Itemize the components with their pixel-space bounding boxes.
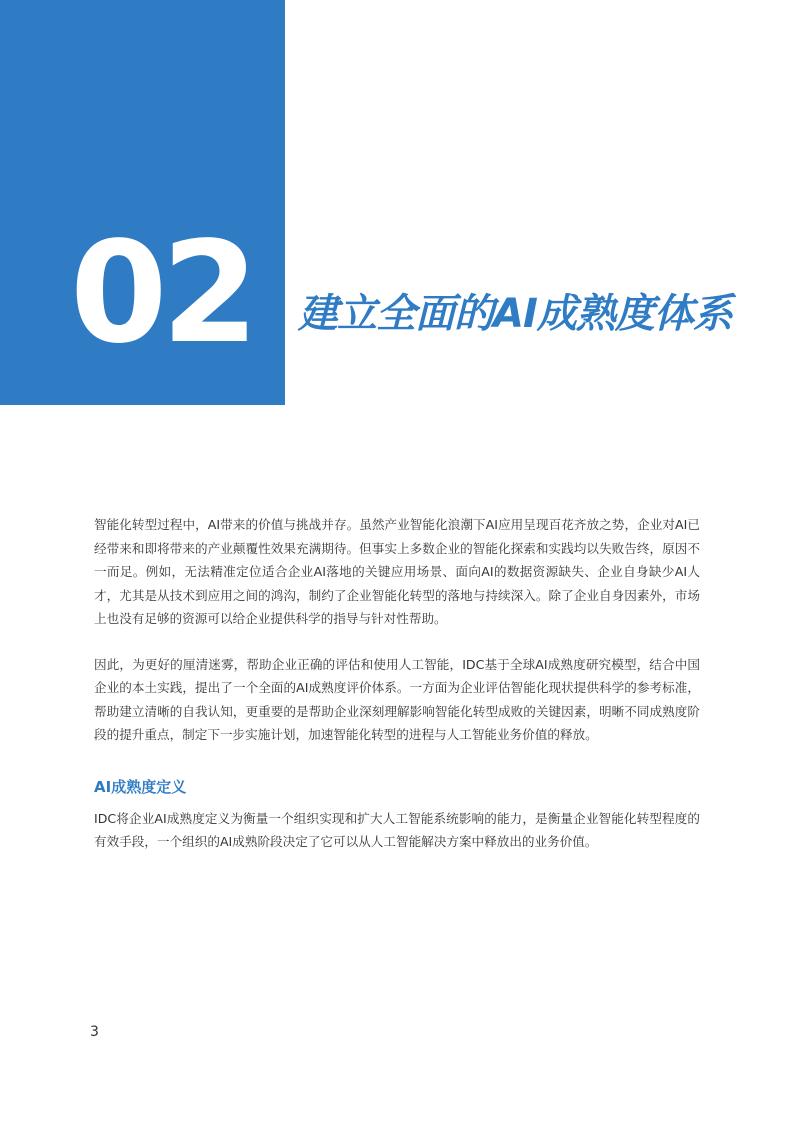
main-content [94, 513, 700, 854]
section-paragraph: IDC将企业AI成熟度定义为衡量一个组织实现和扩大人工智能系统影响的能力，是衡量企业智能化转型程度的有效手段，一个组织的AI成熟阶段决定了它可以从人工智能解决方案中释放出的业务价值。 [94, 810, 700, 849]
chapter-number: 02 [70, 212, 253, 375]
page-number: 3 [90, 1024, 99, 1040]
body-paragraph-1: 智能化转型过程中，AI带来的价值与挑战并存。虽然产业智能化浪潮下AI应用呈现百花齐放之势，企业对AI已经带来和即将带来的产业颠覆性效果充满期待。但事实上多数企业的智能化探索和实践均以失败告终，原因不一而足。例如，无法精准定位适合企业AI落地的关键应用场景、面向AI的数据资源缺失、企业自身缺少AI人才，尤其是从技术到应用之间的鸿沟，制约了企业智能化转型的落地与持续深入。除了企业自身因素外，市场上也没有足够的资源可以给企业提供科学的指导与针对性帮助。 [94, 517, 700, 626]
body-paragraph-2: 因此，为更好的厘清迷雾，帮助企业正确的评估和使用人工智能，IDC基于全球AI成熟度研究模型，结合中国企业的本土实践，提出了一个全面的AI成熟度评价体系。一方面为企业评估智能化现状提供科学的参考标准，帮助建立清晰的自我认知，更重要的是帮助企业深刻理解影响智能化转型成败的关键因素，明晰不同成熟度阶段的提升重点，制定下一步实施计划，加速智能化转型的进程与人工智能业务价值的释放。 [94, 656, 700, 742]
chapter-title: 建立全面的AI成熟度体系 [298, 291, 732, 337]
section-heading: AI成熟度定义 [94, 777, 187, 796]
